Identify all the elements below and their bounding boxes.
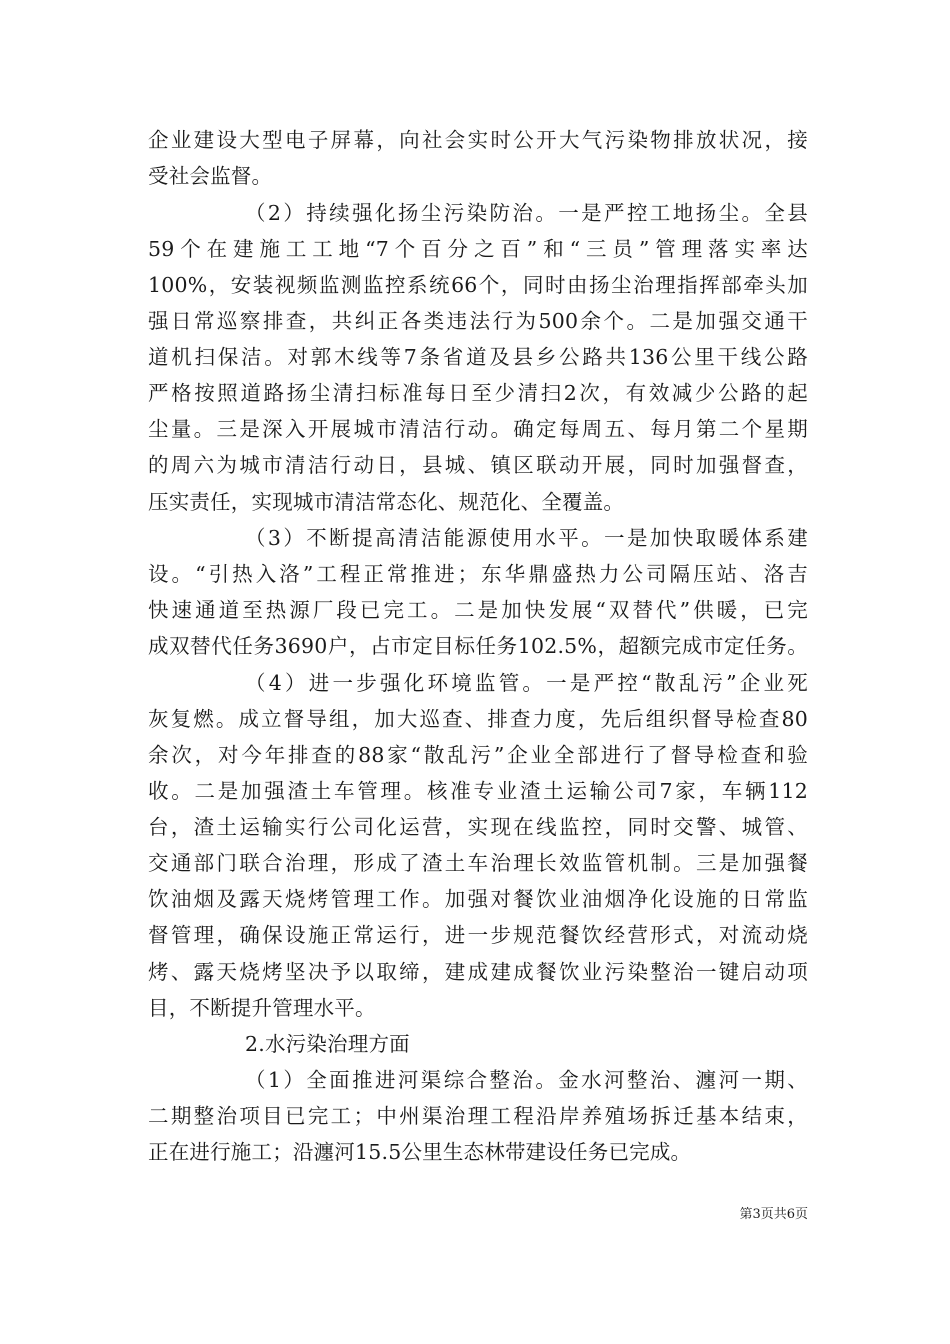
text-line: 余次，对今年排查的88家“散乱污”企业全部进行了督导检查和验 <box>148 743 808 767</box>
text-line: 台，渣土运输实行公司化运营，实现在线监控，同时交警、城管、 <box>148 815 808 839</box>
page-number: 第3页共6页 <box>739 1207 808 1222</box>
text-line: 快速通道至热源厂段已完工。二是加快发展“双替代”供暖，已完 <box>148 598 808 622</box>
text-line: 灰复燃。成立督导组，加大巡查、排查力度，先后组织督导检查80 <box>148 707 808 731</box>
text-line: 交通部门联合治理，形成了渣土车治理长效监管机制。三是加强餐 <box>148 851 808 875</box>
text-line: 成双替代任务3690户，占市定目标任务102.5%，超额完成市定任务。 <box>148 634 808 658</box>
paragraph-heading: （3）不断提高清洁能源使用水平。一是加快取暖体系建 <box>245 526 808 550</box>
text-line: 督管理，确保设施正常运行，进一步规范餐饮经营形式，对流动烧 <box>148 923 808 947</box>
paragraph-heading: （4）进一步强化环境监管。一是严控“散乱污”企业死 <box>245 671 808 695</box>
paragraph-heading: （2）持续强化扬尘污染防治。一是严控工地扬尘。全县 <box>245 201 808 225</box>
text-line: 道机扫保洁。对郭木线等7条省道及县乡公路共136公里干线公路 <box>148 345 808 369</box>
text-line: 收。二是加强渣土车管理。核准专业渣土运输公司7家，车辆112 <box>148 779 808 803</box>
paragraph-heading: （1）全面推进河渠综合整治。金水河整治、瀍河一期、 <box>245 1068 808 1092</box>
text-line: 100%，安装视频监测监控系统66个，同时由扬尘治理指挥部牵头加 <box>148 273 808 297</box>
section-heading: 2.水污染治理方面 <box>245 1032 410 1056</box>
text-line: 二期整治项目已完工；中州渠治理工程沿岸养殖场拆迁基本结束， <box>148 1104 808 1128</box>
text-line: 设。“引热入洛”工程正常推进；东华鼎盛热力公司隔压站、洛吉 <box>148 562 808 586</box>
text-line: 强日常巡察排查，共纠正各类违法行为500余个。二是加强交通干 <box>148 309 808 333</box>
text-line: 严格按照道路扬尘清扫标准每日至少清扫2次，有效减少公路的起 <box>148 381 808 405</box>
text-line: 尘量。三是深入开展城市清洁行动。确定每周五、每月第二个星期 <box>148 417 808 441</box>
text-line: 受社会监督。 <box>148 164 273 188</box>
text-line: 正在进行施工；沿瀍河15.5公里生态林带建设任务已完成。 <box>148 1140 692 1164</box>
text-line: 目，不断提升管理水平。 <box>148 996 376 1020</box>
text-line: 企业建设大型电子屏幕，向社会实时公开大气污染物排放状况，接 <box>148 128 808 152</box>
text-line: 压实责任，实现城市清洁常态化、规范化、全覆盖。 <box>148 490 625 514</box>
text-line: 的周六为城市清洁行动日，县城、镇区联动开展，同时加强督查， <box>148 453 808 477</box>
text-line: 饮油烟及露天烧烤管理工作。加强对餐饮业油烟净化设施的日常监 <box>148 887 808 911</box>
text-line: 烤、露天烧烤坚决予以取缔，建成建成餐饮业污染整治一键启动项 <box>148 960 808 984</box>
text-line: 59个在建施工工地“7个百分之百”和“三员”管理落实率达 <box>148 237 808 261</box>
